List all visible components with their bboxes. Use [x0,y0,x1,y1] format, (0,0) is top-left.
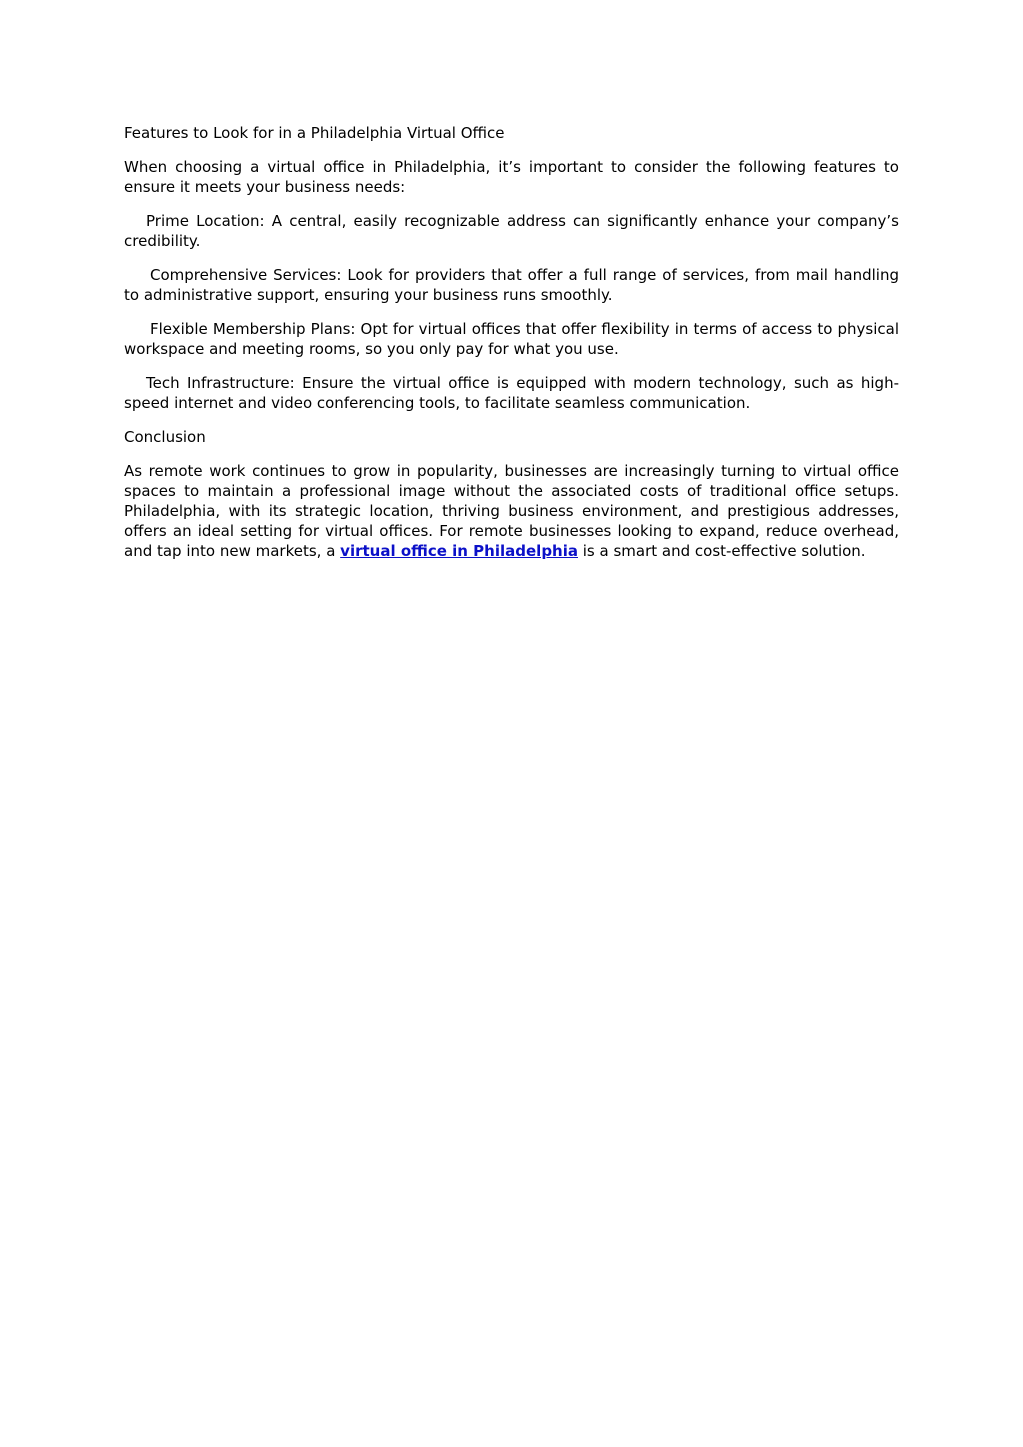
features-heading: Features to Look for in a Philadelphia Virtual Office [124,124,505,142]
conclusion-heading: Conclusion [124,428,206,446]
virtual-office-link[interactable]: virtual office in Philadelphia [340,542,578,560]
feature-prime-location: Prime Location: A central, easily recognizable address can significantly enhance your company’s credibility. [124,212,899,250]
intro-paragraph: When choosing a virtual office in Philadelphia, it’s important to consider the following features to ensure it meets your business needs: [124,158,899,196]
conclusion-text-after-link: is a smart and cost-effective solution. [578,542,866,560]
feature-flexible-membership: Flexible Membership Plans: Opt for virtual offices that offer flexibility in terms of access to physical workspace and meeting rooms, so you only pay for what you use. [124,320,899,358]
document-page [124,123,899,575]
conclusion-paragraph [124,461,899,561]
feature-tech-infrastructure: Tech Infrastructure: Ensure the virtual office is equipped with modern technology, such as high-speed internet and video conferencing tools, to facilitate seamless communication. [124,374,899,412]
conclusion-text-before-link: As remote work continues to grow in popularity, businesses are increasingly turning to virtual office spaces to maintain a professional image without the associated costs of traditional office setups. Philadelphia, with its strategic location, thriving business environment, and prestigious addresses, offers an ideal setting for virtual offices. For remote businesses looking to expand, reduce overhead, and tap into new markets, a [124,462,899,560]
feature-comprehensive-services: Comprehensive Services: Look for providers that offer a full range of services, from mail handling to administrative support, ensuring your business runs smoothly. [124,266,899,304]
